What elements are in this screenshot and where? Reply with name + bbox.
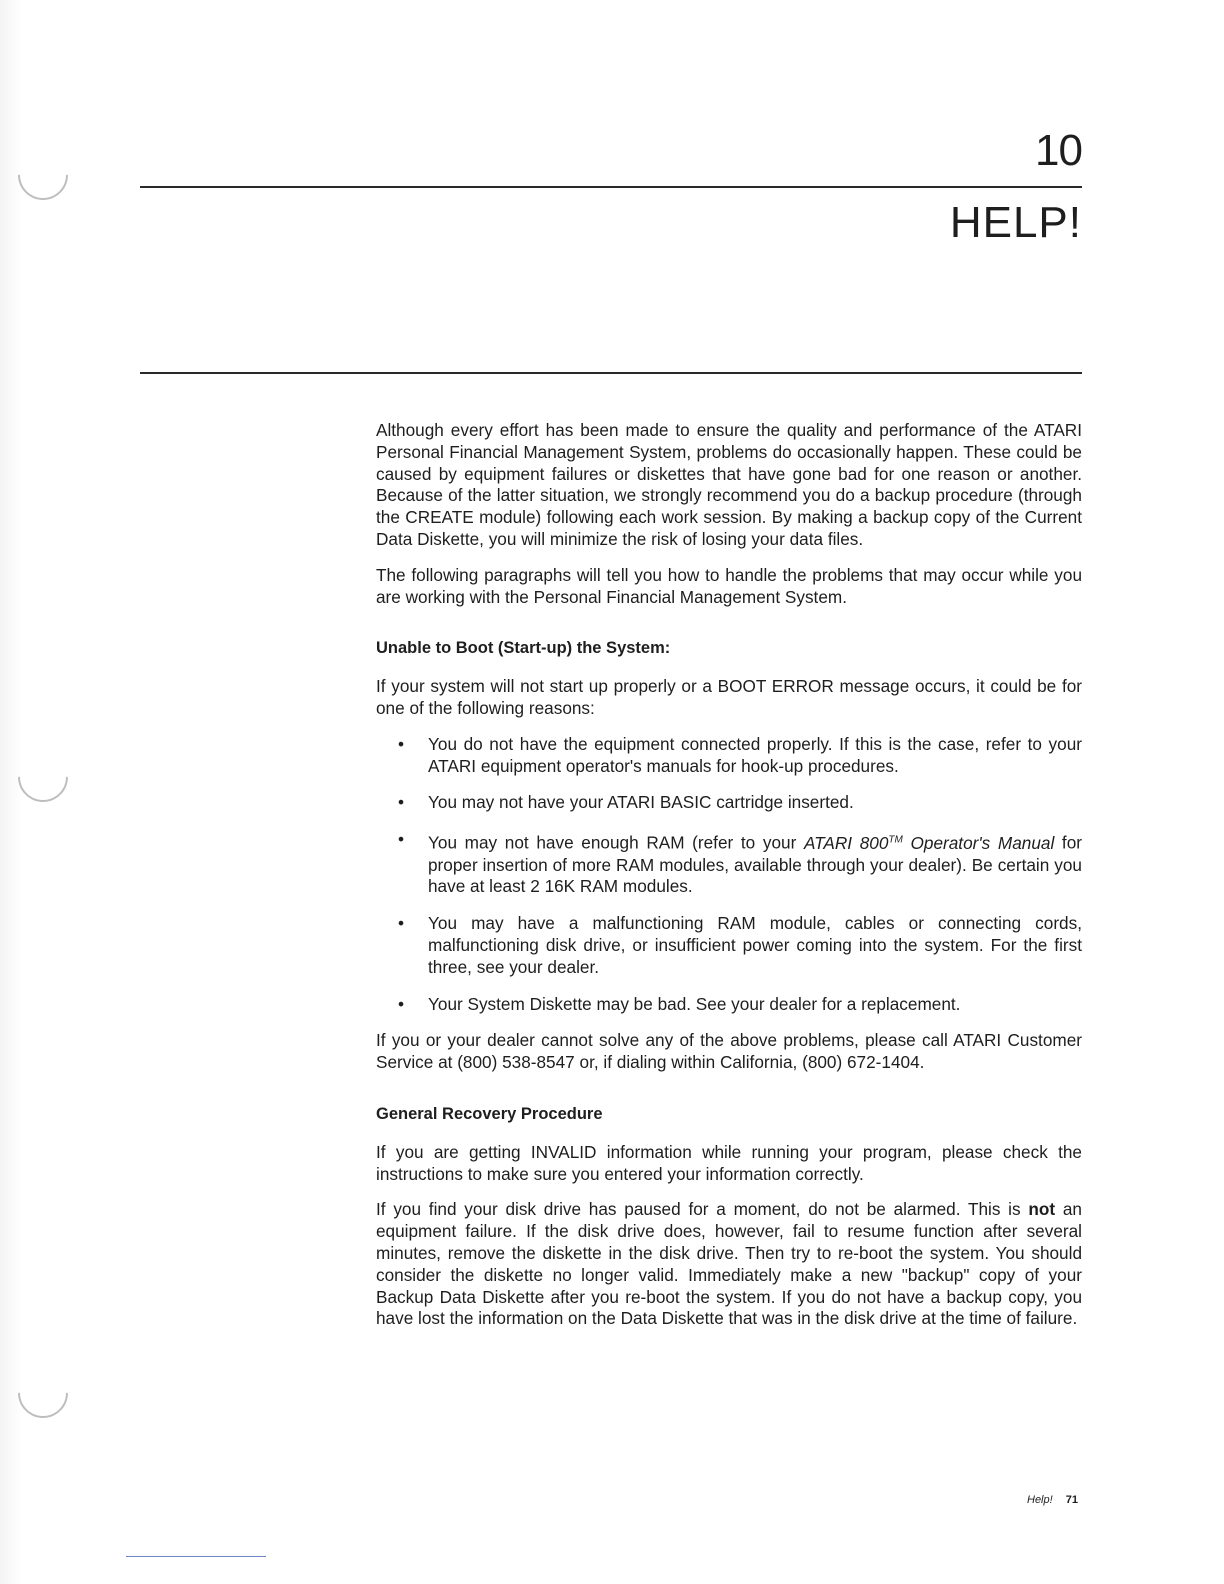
intro-paragraph: The following paragraphs will tell you how to handle the problems that may occur while you are working with the Personal Financial Management System. [376,564,1082,607]
page-body [372,420,1082,1344]
footer-title: Help! [1027,1494,1053,1506]
intro-paragraph: Although every effort has been made to ensure the quality and performance of the ATARI Personal Financial Management System, problems do occasionally happen. These could be caused by equipment failures or diskettes that have gone bad for one reason or another. Because of the latter situation, we strongly recommend you do a backup procedure (through the CREATE module) following each work session. By making a backup copy of the Current Data Diskette, you will minimize the risk of losing your data files. [376,420,1082,549]
recovery-paragraph: If you find your disk drive has paused for a moment, do not be alarmed. This is not an equipment failure. If the disk drive does, however, fail to resume function after several minutes, remove the diskette in the disk drive. Then try to re-boot the system. You should consider the diskette no longer valid. Immediately make a new "backup" copy of your Backup Data Diskette after you re-boot the system. If you do not have a backup copy, you have lost the information on the Data Diskette that was in the disk drive at the time of failure. [376,1199,1082,1329]
page-edge-shadow [0,0,22,1584]
bullet: • [398,913,405,934]
boot-heading: Unable to Boot (Start-up) the System: [376,639,671,658]
emphasis: not [1028,1199,1056,1220]
list-item: • You do not have the equipment connected properly. If this is the case, refer to your ATARI equipment operator's manuals for hook-up procedures. [398,733,1082,776]
scan-artifact-line [126,1556,266,1557]
recovery-paragraph: If you are getting INVALID information while running your program, please check the instructions to make sure you entered your information correctly. [376,1141,1082,1184]
manual-title: ATARI 800™ Operator's Manual [804,832,1055,853]
list-item: • You may not have enough RAM (refer to your ATARI 800™ Operator's Manual for proper insertion of more RAM modules, available through your dealer). Be certain you have at least 2 16K RAM modules. [398,829,1082,897]
recovery-heading: General Recovery Procedure [376,1105,603,1124]
boot-intro: If your system will not start up properly or a BOOT ERROR message occurs, it could be for one of the following reasons: [376,676,1082,718]
page-footer [1027,1494,1078,1506]
chapter-number: 10 [1035,126,1082,175]
list-item: • You may have a malfunctioning RAM module, cables or connecting cords, malfunctioning disk drive, or insufficient power coming into the system. For the first three, see your dealer. [398,913,1082,977]
chapter-title: HELP! [949,198,1082,247]
title-rule [140,372,1082,374]
bullet: • [398,733,405,754]
list-item: • You may not have your ATARI BASIC cartridge inserted. [398,792,854,813]
boot-closing: If you or your dealer cannot solve any of the above problems, please call ATARI Customer Service at (800) 538-8547 or, if dialing within California, (800) 672-1404. [376,1030,1082,1073]
top-rule [140,186,1082,188]
bullet: • [398,792,405,813]
boot-reasons-list [372,734,1082,1016]
bullet: • [398,993,405,1014]
bullet: • [398,829,405,850]
list-item: • Your System Diskette may be bad. See your dealer for a replacement. [398,993,961,1014]
page-number: 71 [1065,1494,1078,1506]
